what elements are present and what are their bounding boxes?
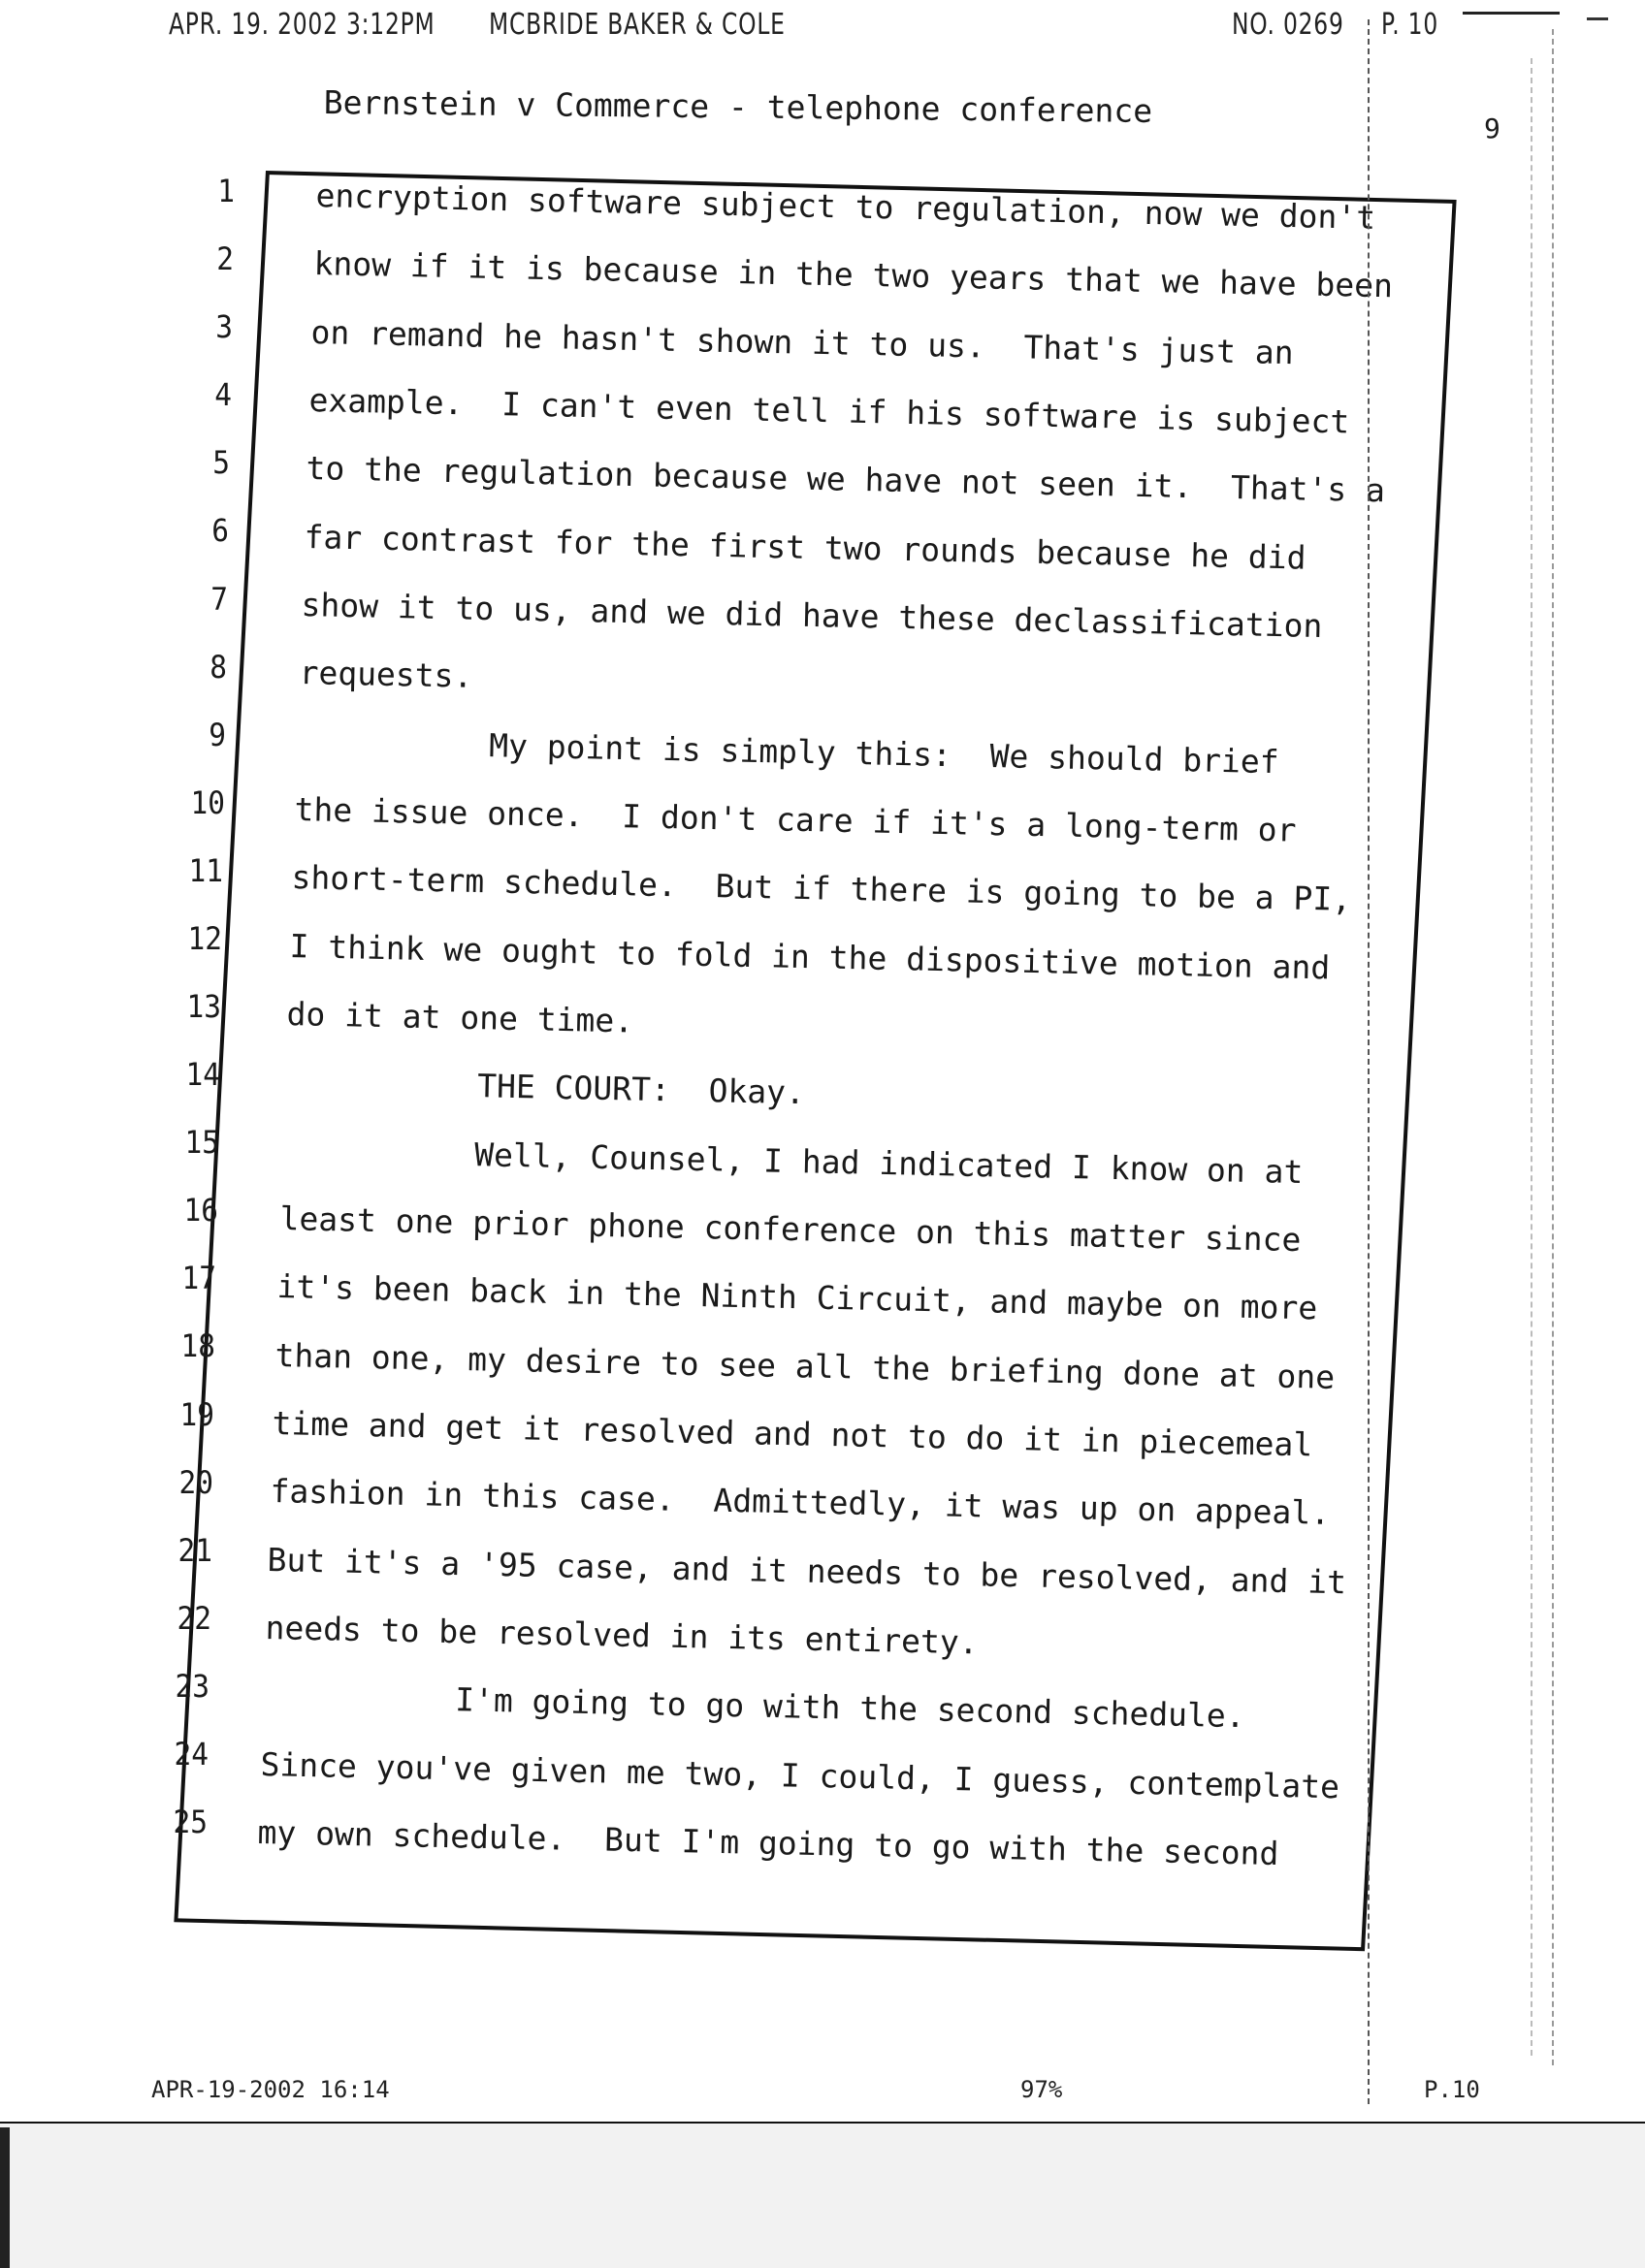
scan-artifact-line — [1368, 19, 1370, 2104]
fax-header-date: APR. 19. 2002 3:12PM — [169, 8, 435, 42]
line-number: 16 — [183, 1192, 218, 1230]
transcript-line-text: I'm going to go with the second schedule. — [262, 1677, 1246, 1736]
transcript-line-text: time and get it resolved and not to do it in piecemeal — [272, 1404, 1313, 1464]
transcript-line-text: to the regulation because we have not seen it. That's a — [306, 449, 1386, 510]
transcript-line-text: least one prior phone conference on this matter since — [278, 1199, 1302, 1260]
transcript-line-text: than one, my desire to see all the briefing done at one — [274, 1335, 1335, 1396]
line-number: 6 — [211, 512, 230, 550]
line-number: 19 — [179, 1395, 214, 1433]
transcript-line-text: encryption software subject to regulation, now we don't — [315, 176, 1376, 237]
line-number: 18 — [180, 1327, 216, 1365]
line-number: 15 — [184, 1124, 219, 1162]
fax-footer-page: P.10 — [1424, 2076, 1480, 2103]
transcript-line-text: My point is simply this: We should brief — [296, 721, 1280, 781]
line-number: 23 — [175, 1667, 210, 1705]
line-number: 24 — [174, 1735, 210, 1773]
transcript-line-text: do it at one time. — [286, 995, 634, 1040]
line-number: 22 — [177, 1599, 211, 1637]
line-number: 2 — [216, 240, 234, 278]
transcript-line-text: my own schedule. But I'm going to go with the second — [257, 1813, 1279, 1873]
line-number: 20 — [178, 1463, 213, 1501]
line-number: 14 — [185, 1056, 220, 1094]
line-number: 3 — [214, 308, 233, 346]
transcript-line-text: on remand he hasn't shown it to us. That's just an — [310, 312, 1295, 371]
transcript-line-text: THE COURT: Okay. — [283, 1063, 805, 1112]
line-number: 25 — [173, 1804, 208, 1840]
transcript-line-text: Since you've given me two, I could, I guess, contemplate — [259, 1744, 1339, 1805]
line-number: 1 — [217, 173, 235, 209]
fax-footer-date: APR-19-2002 16:14 — [151, 2076, 390, 2103]
line-number: 11 — [188, 851, 224, 889]
document-title: Bernstein v Commerce - telephone conference — [323, 83, 1153, 130]
transcript-line-text: Well, Counsel, I had indicated I know on at — [281, 1131, 1304, 1191]
scan-bed-background — [0, 2124, 1645, 2268]
line-number: 21 — [177, 1531, 212, 1569]
transcript-line-text: example. I can't even tell if his software is subject — [307, 381, 1350, 441]
transcript-line-text: But it's a '95 case, and it needs to be resolved, and it — [267, 1540, 1347, 1601]
transcript-line-text: I think we ought to fold in the dispositive motion and — [288, 926, 1331, 987]
transcript-line-text: fashion in this case. Admittedly, it was up on appeal. — [269, 1472, 1330, 1533]
transcript-line-text: know if it is because in the two years that we have been — [312, 244, 1393, 305]
fax-header-page: P. 10 — [1381, 8, 1439, 42]
line-number: 12 — [187, 919, 223, 957]
line-number: 7 — [210, 580, 228, 618]
transcript-line-text: short-term schedule. But if there is going to be a PI, — [291, 858, 1352, 919]
line-number: 8 — [210, 648, 227, 686]
document-page-number: 9 — [1484, 112, 1500, 144]
line-number: 5 — [212, 444, 231, 482]
transcript-line-text: the issue once. I don't care if it's a long-term or — [293, 790, 1297, 849]
scan-artifact-line — [1552, 29, 1554, 2065]
transcript-line-text: show it to us, and we did have these declassification — [301, 586, 1323, 646]
line-number: 17 — [181, 1260, 217, 1297]
line-number: 10 — [190, 783, 225, 821]
line-number: 9 — [208, 716, 226, 753]
transcript-line-text: requests. — [298, 654, 473, 696]
transcript-line-text: needs to be resolved in its entirety. — [264, 1609, 979, 1662]
scan-artifact-line — [1531, 58, 1532, 2056]
line-number: 13 — [186, 988, 221, 1025]
fax-footer-percent: 97% — [1020, 2076, 1063, 2103]
line-number: 4 — [213, 376, 232, 414]
transcript-line-text: it's been back in the Ninth Circuit, and maybe on more — [276, 1267, 1318, 1327]
transcript-line-text: far contrast for the first two rounds because he did — [303, 517, 1306, 577]
fax-header-firm: MCBRIDE BAKER & COLE — [489, 8, 786, 42]
fax-header-number: NO. 0269 — [1232, 8, 1344, 42]
scan-bed-edge — [0, 2127, 10, 2268]
